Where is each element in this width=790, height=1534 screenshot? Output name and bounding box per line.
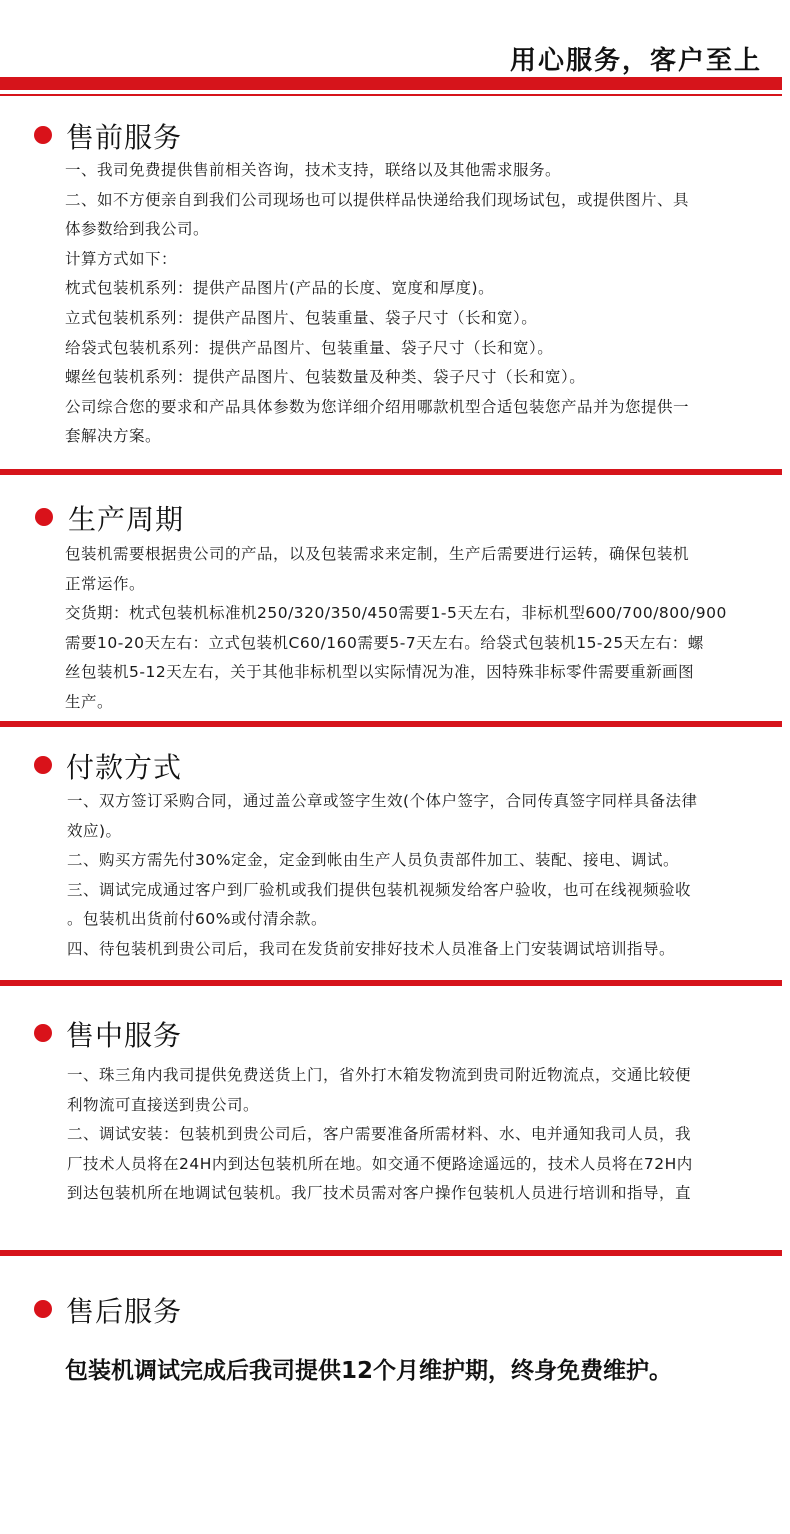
- section-divider: [0, 1250, 782, 1256]
- text-line: 公司综合您的要求和产品具体参数为您详细介绍用哪款机型合适包装您产品并为您提供一: [65, 397, 690, 416]
- text-line: 给袋式包装机系列：提供产品图片、包装重量、袋子尺寸（长和宽）。: [65, 338, 554, 357]
- text-line: 三、调试完成通过客户到厂验机或我们提供包装机视频发给客户验收，也可在线视频验收: [67, 880, 692, 899]
- text-line: 二、购买方需先付30%定金，定金到帐由生产人员负责部件加工、装配、接电、调试。: [67, 851, 679, 870]
- text-line: 生产。: [65, 692, 114, 711]
- section-divider: [0, 469, 782, 475]
- section-header: [0, 1016, 790, 1056]
- section-divider: [0, 721, 782, 727]
- text-line: 立式包装机系列：提供产品图片、包装重量、袋子尺寸（长和宽）。: [65, 308, 538, 327]
- text-line: 计算方式如下：: [65, 249, 178, 268]
- section-in-sale: [0, 1016, 790, 1203]
- text-line: 。包装机出货前付60%或付清余款。: [67, 910, 327, 929]
- text-line: 一、双方签订采购合同，通过盖公章或签字生效(个体户签字，合同传真签字同样具备法律: [67, 792, 698, 810]
- text-line: 需要10-20天左右：立式包装机C60/160需要5-7天左右。给袋式包装机15-25天左右：螺: [65, 633, 704, 652]
- section-divider: [0, 980, 782, 986]
- red-bullet-icon: [35, 508, 53, 526]
- section-header: [0, 748, 790, 788]
- text-line: 交货期：枕式包装机标准机250/320/350/450需要1-5天左右，非标机型600/700/800/900: [65, 604, 727, 623]
- text-line: 一、珠三角内我司提供免费送货上门，省外打木箱发物流到贵司附近物流点，交通比较便: [67, 1066, 692, 1084]
- section-title: 生产周期: [68, 503, 185, 536]
- text-line: 丝包装机5-12天左右，关于其他非标机型以实际情况为准，因特殊非标零件需要重新画图: [65, 663, 695, 682]
- text-line: 套解决方案。: [65, 427, 162, 446]
- header-red-bar: [0, 77, 782, 90]
- section-body: [67, 1061, 737, 1209]
- section-title: 售中服务: [66, 1019, 183, 1052]
- text-line: 效应)。: [67, 821, 122, 840]
- section-presale: [0, 118, 790, 446]
- section-production-cycle: [0, 500, 790, 711]
- section-payment: [0, 748, 790, 958]
- slogan-heading: 用心服务，客户至上: [509, 46, 762, 76]
- text-line: 一、我司免费提供售前相关咨询，技术支持，联络以及其他需求服务。: [65, 161, 562, 179]
- section-body: [65, 540, 735, 718]
- red-bullet-icon: [34, 1300, 52, 1318]
- section-body: [65, 156, 735, 452]
- text-line: 包装机需要根据贵公司的产品，以及包装需求来定制，生产后需要进行运转，确保包装机: [65, 545, 690, 563]
- red-bullet-icon: [34, 126, 52, 144]
- header-red-line: [0, 94, 782, 96]
- text-line: 到达包装机所在地调试包装机。我厂技术员需对客户操作包装机人员进行培训和指导，直: [67, 1184, 692, 1203]
- section-header: [0, 118, 790, 158]
- section-header: [0, 500, 790, 540]
- section-header: [0, 1292, 790, 1332]
- section-title: 售后服务: [66, 1295, 183, 1328]
- section-body: [67, 787, 737, 965]
- text-line: 螺丝包装机系列：提供产品图片、包装数量及种类、袋子尺寸（长和宽）。: [65, 368, 586, 387]
- after-sale-statement: 包装机调试完成后我司提供12个月维护期，终身免费维护。: [65, 1358, 673, 1384]
- section-after-sale: [0, 1292, 790, 1384]
- red-bullet-icon: [34, 756, 52, 774]
- text-line: 枕式包装机系列：提供产品图片(产品的长度、宽度和厚度)。: [65, 279, 495, 298]
- text-line: 厂技术人员将在24H内到达包装机所在地。如交通不便路途遥远的，技术人员将在72H内: [67, 1154, 693, 1173]
- text-line: 二、调试安装：包装机到贵公司后，客户需要准备所需材料、水、电并通知我司人员，我: [67, 1125, 692, 1144]
- red-bullet-icon: [34, 1024, 52, 1042]
- text-line: 四、待包装机到贵公司后，我司在发货前安排好技术人员准备上门安装调试培训指导。: [67, 939, 676, 958]
- section-title: 付款方式: [66, 751, 183, 784]
- text-line: 正常运作。: [65, 574, 146, 593]
- text-line: 利物流可直接送到贵公司。: [67, 1095, 260, 1114]
- text-line: 二、如不方便亲自到我们公司现场也可以提供样品快递给我们现场试包，或提供图片、具: [65, 190, 690, 209]
- section-title: 售前服务: [66, 121, 183, 154]
- text-line: 体参数给到我公司。: [65, 220, 210, 239]
